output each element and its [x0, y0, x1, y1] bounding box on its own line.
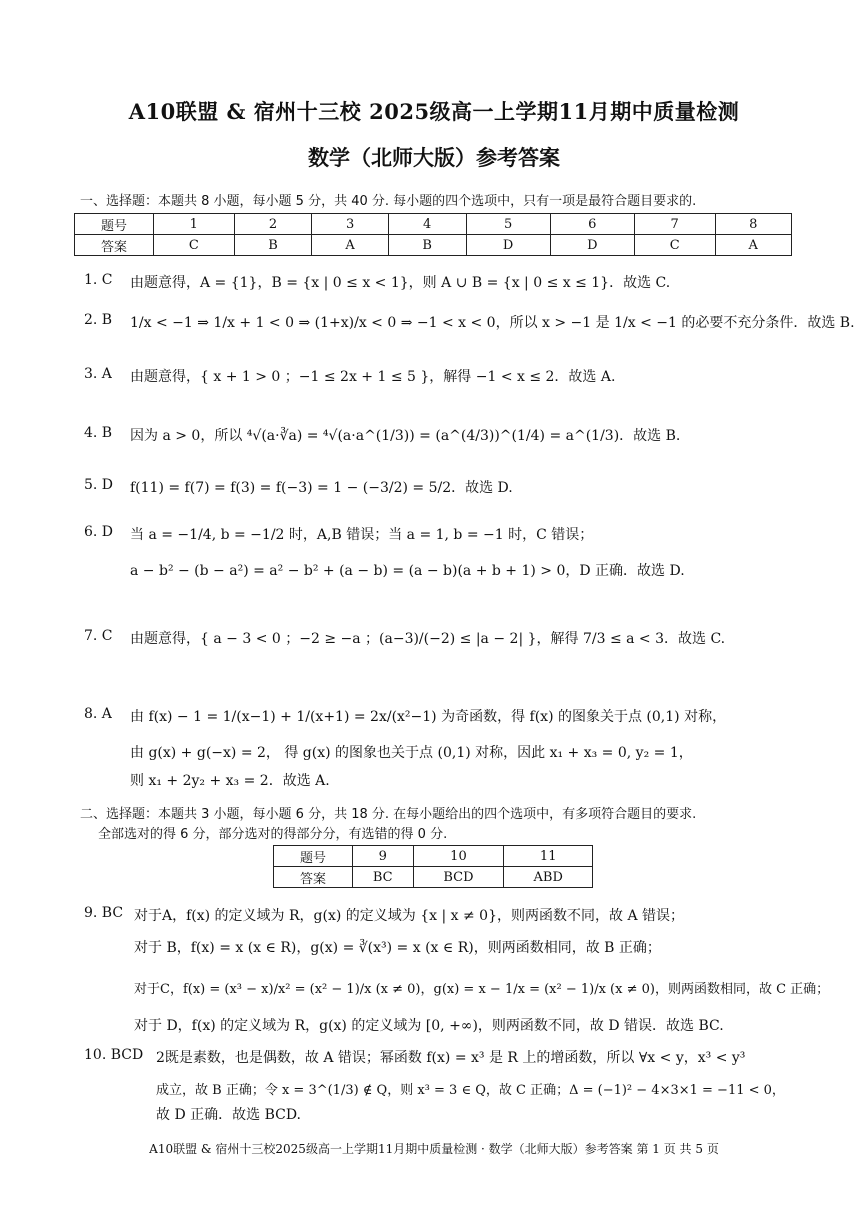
table-row	[75, 235, 792, 256]
question-number: 5. D	[84, 477, 114, 493]
table-cell: ABD	[504, 867, 593, 888]
table-cell: 11	[504, 846, 593, 867]
table-cell: C	[634, 235, 715, 256]
table-cell: 1	[154, 214, 235, 235]
question-solution-line: 当 a = −1/4, b = −1/2 时，A,B 错误；当 a = 1, b = −1 时，C 错误；	[130, 527, 594, 543]
table-cell: 9	[353, 846, 414, 867]
section2-heading-cont: 全部选对的得 6 分，部分选对的得部分分，有选错的得 0 分.	[98, 827, 448, 842]
question-solution: 因为 a > 0，所以 ⁴√(a·∛a) = ⁴√(a·a^(1/3)) = (a^(4/3))^(1/4) = a^(1/3)．故选 B.	[130, 428, 681, 444]
table-cell: A	[312, 235, 388, 256]
question-solution-line: 对于A，f(x) 的定义域为 R，g(x) 的定义域为 {x | x ≠ 0}，则两函数不同，故 A 错误；	[134, 908, 685, 924]
question-number: 8. A	[84, 706, 112, 722]
table-cell: 8	[715, 214, 792, 235]
question-number: 7. C	[84, 628, 113, 644]
question-solution-line: 则 x₁ + 2y₂ + x₃ = 2．故选 A.	[130, 773, 330, 789]
question-solution-line: 由 f(x) − 1 = 1/(x−1) + 1/(x+1) = 2x/(x²−1) 为奇函数，得 f(x) 的图象关于点 (0,1) 对称，	[130, 709, 727, 725]
question-number: 3. A	[84, 366, 112, 382]
document-subtitle: 数学（北师大版）参考答案	[308, 145, 560, 170]
question-solution: 由题意得，{ x + 1 > 0 ；−1 ≤ 2x + 1 ≤ 5 }，解得 −1 < x ≤ 2．故选 A.	[130, 369, 616, 385]
table-cell: B	[388, 235, 466, 256]
table-cell: 2	[234, 214, 312, 235]
question-number: 10. BCD	[84, 1047, 144, 1063]
question-solution-line: 对于 D，f(x) 的定义域为 R，g(x) 的定义域为 [0, +∞)，则两函数不同，故 D 错误．故选 BC.	[134, 1018, 724, 1034]
table-cell: 4	[388, 214, 466, 235]
question-solution-line: a − b² − (b − a²) = a² − b² + (a − b) = (a − b)(a + b + 1) > 0，D 正确．故选 D.	[130, 563, 685, 579]
question-solution: f(11) = f(7) = f(3) = f(−3) = 1 − (−3/2) = 5/2．故选 D.	[130, 480, 513, 496]
question-solution-line: 故 D 正确．故选 BCD.	[156, 1107, 302, 1123]
question-number: 1. C	[84, 272, 113, 288]
table-row	[274, 867, 593, 888]
section1-heading: 一、选择题：本题共 8 小题，每小题 5 分，共 40 分. 每小题的四个选项中，只有一项是最符合题目要求的.	[80, 194, 697, 209]
answer-table-2	[273, 845, 593, 888]
table-cell: BC	[353, 867, 414, 888]
section2-heading: 二、选择题：本题共 3 小题，每小题 6 分，共 18 分. 在每小题给出的四个选项中，有多项符合题目的要求.	[80, 807, 697, 822]
question-number: 9. BC	[84, 905, 124, 921]
table-cell: 7	[634, 214, 715, 235]
table-cell: 3	[312, 214, 388, 235]
question-solution-line: 成立，故 B 正确；令 x = 3^(1/3) ∉ Q，则 x³ = 3 ∈ Q，故 C 正确；Δ = (−1)² − 4×3×1 = −11 < 0，	[156, 1083, 785, 1098]
table-cell: D	[550, 235, 634, 256]
question-solution-line: 对于 B，f(x) = x (x ∈ R)，g(x) = ∛(x³) = x (x ∈ R)，则两函数相同，故 B 正确；	[134, 940, 661, 956]
table-header-cell: 题号	[75, 214, 154, 235]
table-header-cell: 题号	[274, 846, 353, 867]
question-solution-line: 对于C，f(x) = (x³ − x)/x² = (x² − 1)/x (x ≠ 0)，g(x) = x − 1/x = (x² − 1)/x (x ≠ 0)，则两函数相同，故 C 正确；	[134, 982, 830, 997]
question-number: 4. B	[84, 425, 113, 441]
question-solution: 由题意得，A = {1}，B = {x | 0 ≤ x < 1}，则 A ∪ B = {x | 0 ≤ x ≤ 1}．故选 C.	[130, 275, 671, 291]
page-footer: A10联盟 & 宿州十三校2025级高一上学期11月期中质量检测 · 数学（北师大版）参考答案 第 1 页 共 5 页	[149, 1142, 719, 1156]
table-cell: 10	[413, 846, 504, 867]
question-solution: 1/x < −1 ⇒ 1/x + 1 < 0 ⇒ (1+x)/x < 0 ⇒ −1 < x < 0，所以 x > −1 是 1/x < −1 的必要不充分条件．故选 B.	[130, 315, 855, 331]
table-cell: D	[466, 235, 550, 256]
question-number: 2. B	[84, 312, 113, 328]
table-row	[274, 846, 593, 867]
question-solution-line: 2既是素数，也是偶数，故 A 错误；幂函数 f(x) = x³ 是 R 上的增函数，所以 ∀x < y，x³ < y³	[156, 1050, 746, 1066]
question-number: 6. D	[84, 524, 114, 540]
question-solution-line: 由 g(x) + g(−x) = 2， 得 g(x) 的图象也关于点 (0,1) 对称，因此 x₁ + x₃ = 0, y₂ = 1，	[130, 745, 693, 761]
table-header-cell: 答案	[75, 235, 154, 256]
table-cell: B	[234, 235, 312, 256]
table-cell: A	[715, 235, 792, 256]
question-solution: 由题意得，{ a − 3 < 0 ；−2 ≥ −a ；(a−3)/(−2) ≤ |a − 2| }，解得 7/3 ≤ a < 3．故选 C.	[130, 631, 726, 647]
table-cell: C	[154, 235, 235, 256]
answer-table-1	[74, 213, 792, 256]
document-title: A10联盟 & 宿州十三校 2025级高一上学期11月期中质量检测	[128, 99, 740, 124]
table-row	[75, 214, 792, 235]
table-cell: BCD	[413, 867, 504, 888]
table-cell: 6	[550, 214, 634, 235]
table-header-cell: 答案	[274, 867, 353, 888]
table-cell: 5	[466, 214, 550, 235]
